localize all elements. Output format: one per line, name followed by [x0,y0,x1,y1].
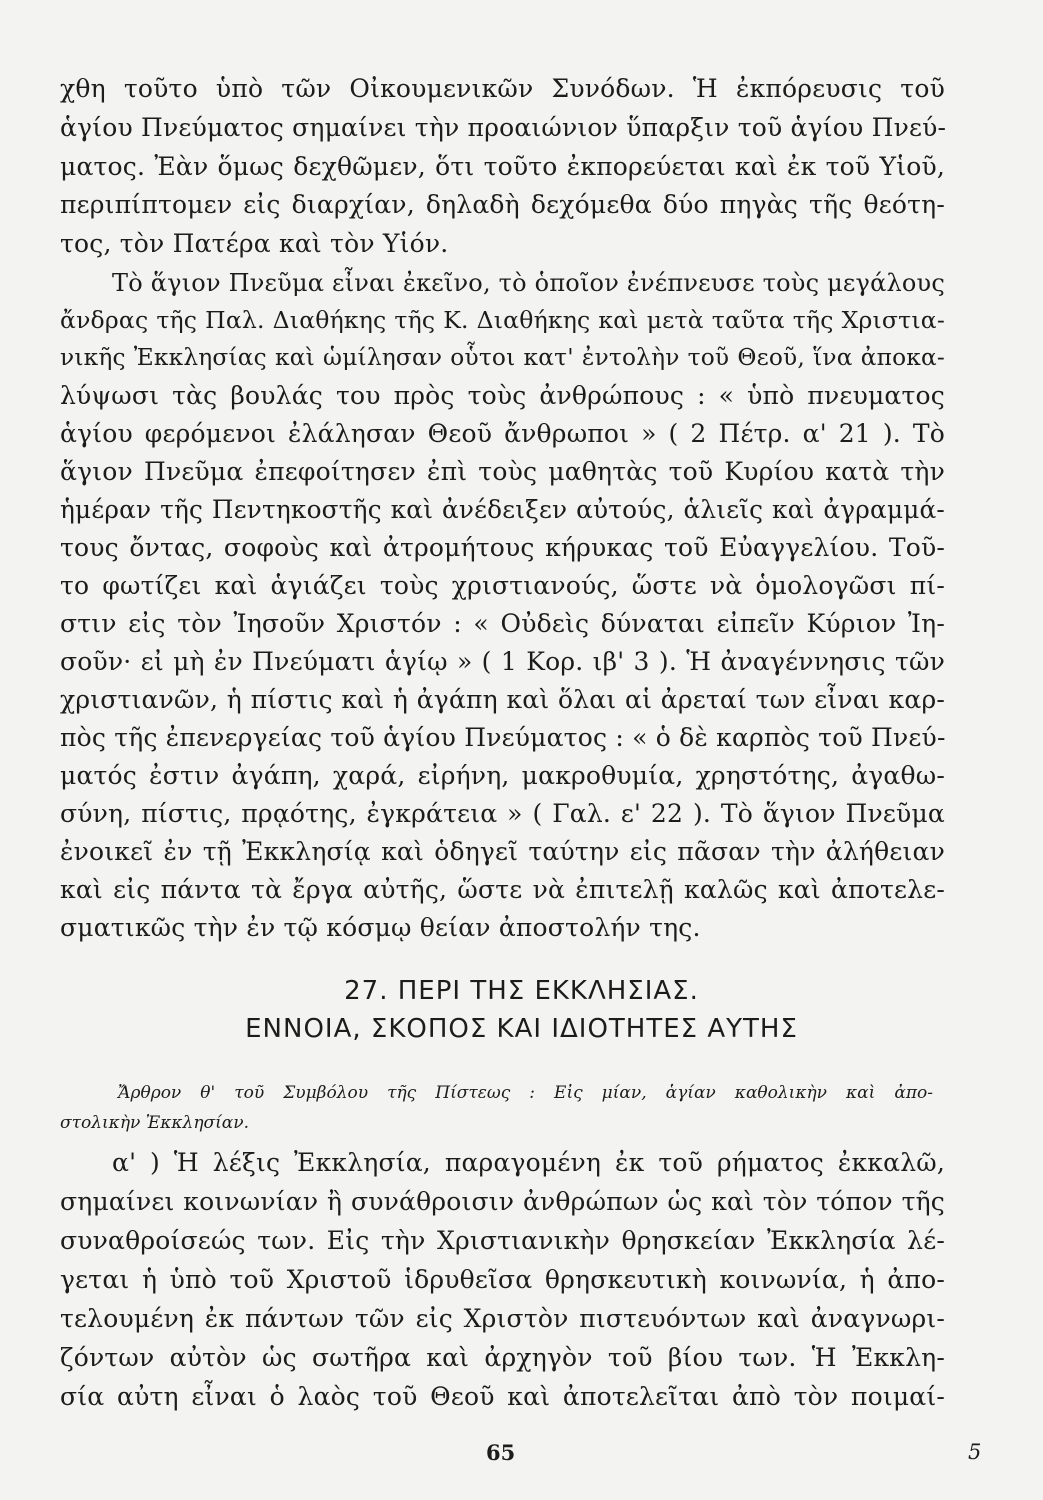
text-line: πὸς τῆς ἐπενεργείας τοῦ ἁγίου Πνεύματος : « ὁ δὲ καρπὸς τοῦ Πνεύ- [60,723,946,752]
page-number: 65 [486,1440,516,1465]
text-line: ματος. Ἐὰν ὅμως δεχθῶμεν, ὅτι τοῦτο ἐκπορεύεται καὶ ἐκ τοῦ Υἱοῦ, [60,152,945,181]
text-line: α' ) Ἡ λέξις Ἐκκλησία, παραγομένη ἐκ τοῦ ρήματος ἐκκαλῶ, [112,1148,945,1177]
text-line: περιπίπτομεν εἰς διαρχίαν, δηλαδὴ δεχόμεθα δύο πηγὰς τῆς θεότη- [60,190,945,219]
section-subheading: ΕΝΝΟΙΑ, ΣΚΟΠΟΣ ΚΑΙ ΙΔΙΟΤΗΤΕΣ ΑΥΤΗΣ [245,1014,798,1044]
text-line: ζόντων αὐτὸν ὡς σωτῆρα καὶ ἀρχηγὸν τοῦ βίου των. Ἡ Ἐκκλη- [60,1343,945,1372]
text-line: το φωτίζει καὶ ἁγιάζει τοὺς χριστιανούς, ὥστε νὰ ὁμολογῶσι πί- [60,571,945,600]
text-line: χριστιανῶν, ἡ πίστις καὶ ἡ ἀγάπη καὶ ὅλαι αἱ ἀρεταί των εἶναι καρ- [60,685,945,714]
text-line: ἁγίου Πνεύματος σημαίνει τὴν προαιώνιον ὕπαρξιν τοῦ ἁγίου Πνεύ- [60,113,947,142]
text-line: λύψωσι τὰς βουλάς του πρὸς τοὺς ἀνθρώπους : « ὑπὸ πνευματος [60,381,945,410]
text-line: ἁγίου φερόμενοι ἐλάλησαν Θεοῦ ἄνθρωποι » ( 2 Πέτρ. α' 21 ). Τὸ [60,419,945,448]
text-line: χθη τοῦτο ὑπὸ τῶν Οἰκουμενικῶν Συνόδων. Ἡ ἐκπόρευσις τοῦ [60,74,945,103]
text-line: καὶ εἰς πάντα τὰ ἔργα αὐτῆς, ὥστε νὰ ἐπιτελῇ καλῶς καὶ ἀποτελε- [60,875,945,904]
text-line: σία αὐτη εἶναι ὁ λαὸς τοῦ Θεοῦ καὶ ἀποτελεῖται ἀπὸ τὸν ποιμαί- [60,1382,945,1411]
text-line: ἐνοικεῖ ἐν τῇ Ἐκκλησίᾳ καὶ ὁδηγεῖ ταύτην εἰς πᾶσαν τὴν ἀλήθειαν [60,837,945,866]
text-line: συναθροίσεώς των. Εἰς τὴν Χριστιανικὴν θρησκείαν Ἐκκλησία λέ- [60,1226,945,1255]
text-line: σοῦν· εἰ μὴ ἐν Πνεύματι ἁγίῳ » ( 1 Κορ. ιβ' 3 ). Ἡ ἀναγέννησις τῶν [60,647,945,676]
text-line: σματικῶς τὴν ἐν τῷ κόσμῳ θείαν ἀποστολήν της. [60,913,701,942]
text-line: στιν εἰς τὸν Ἰησοῦν Χριστόν : « Οὐδεὶς δύναται εἰπεῖν Κύριον Ἰη- [60,609,945,638]
creed-quote-continuation: στολικὴν Ἐκκλησίαν. [60,1113,250,1133]
creed-quote: Ἄρθρον θ' τοῦ Συμβόλου τῆς Πίστεως : Εἰς μίαν, ἁγίαν καθολικὴν καὶ ἀπο- [118,1083,933,1103]
text-line: Τὸ ἅγιον Πνεῦμα εἶναι ἐκεῖνο, τὸ ὁποῖον ἐνέπνευσε τοὺς μεγάλους [112,269,945,297]
text-line: τελουμένη ἐκ πάντων τῶν εἰς Χριστὸν πιστευόντων καὶ ἀναγνωρι- [60,1304,945,1333]
section-heading: 27. ΠΕΡΙ ΤΗΣ ΕΚΚΛΗΣΙΑΣ. [344,976,699,1006]
text-line: ματός ἐστιν ἀγάπη, χαρά, εἰρήνη, μακροθυμία, χρηστότης, ἀγαθω- [60,761,945,790]
text-line: γεται ἡ ὑπὸ τοῦ Χριστοῦ ἱδρυθεῖσα θρησκευτικὴ κοινωνία, ἡ ἀπο- [60,1265,945,1294]
text-line: τους ὄντας, σοφοὺς καὶ ἀτρομήτους κήρυκας τοῦ Εὐαγγελίου. Τοῦ- [60,533,945,562]
text-line: τος, τὸν Πατέρα καὶ τὸν Υἱόν. [60,229,449,258]
text-line: ἄνδρας τῆς Παλ. Διαθήκης τῆς Κ. Διαθήκης καὶ μετὰ ταῦτα τῆς Χριστια- [60,306,945,334]
text-line: ἡμέραν τῆς Πεντηκοστῆς καὶ ἀνέδειξεν αὐτούς, ἁλιεῖς καὶ ἀγραμμά- [60,495,945,524]
text-line: σύνη, πίστις, πρᾳότης, ἐγκράτεια » ( Γαλ. ε' 22 ). Τὸ ἅγιον Πνεῦμα [60,799,945,828]
text-line: σημαίνει κοινωνίαν ἢ συνάθροισιν ἀνθρώπων ὡς καὶ τὸν τόπον τῆς [60,1187,945,1216]
signature-mark: 5 [968,1440,982,1464]
text-line: νικῆς Ἐκκλησίας καὶ ὡμίλησαν οὗτοι κατ' ἐντολὴν τοῦ Θεοῦ, ἵνα ἀποκα- [60,344,945,371]
text-line: ἅγιον Πνεῦμα ἐπεφοίτησεν ἐπὶ τοὺς μαθητὰς τοῦ Κυρίου κατὰ τὴν [60,457,945,486]
